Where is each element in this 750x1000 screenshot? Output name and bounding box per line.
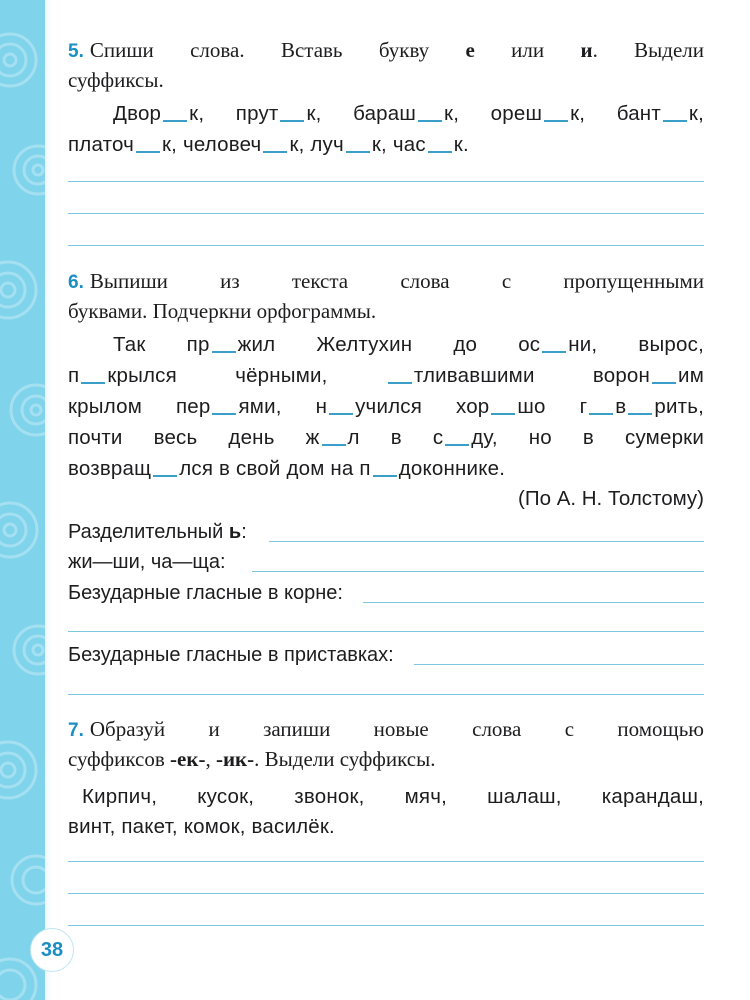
text-fragment: почти весь день ж — [68, 426, 320, 449]
text-fragment: возвращ — [68, 457, 152, 480]
blank — [589, 413, 613, 415]
word-fragment: к. — [453, 133, 469, 156]
ex5-task-line1 — [68, 38, 704, 63]
writing-line[interactable] — [68, 694, 704, 695]
blank — [212, 351, 236, 353]
text-source: (По А. Н. Толстому) — [518, 487, 704, 510]
blank — [136, 151, 160, 153]
unstressed-root-row — [68, 579, 704, 605]
ex6-task-line1 — [68, 269, 704, 294]
label-colon: : — [241, 521, 247, 543]
separator-soft-sign-row — [68, 518, 704, 544]
suffix-ek: -ек- — [170, 747, 206, 771]
blank — [544, 120, 568, 122]
ex6-task-text: Выпиши из текста слова с пропущенными — [89, 269, 704, 293]
answer-line[interactable] — [252, 571, 704, 572]
swirl-pattern — [0, 0, 45, 1000]
ex5-task-text-mid: или — [474, 38, 581, 62]
text-fragment: п — [68, 364, 80, 387]
label-text: Разделительный — [68, 521, 229, 543]
ex5-number: 5. — [68, 41, 84, 62]
ex7-number: 7. — [68, 720, 84, 741]
writing-line — [68, 181, 704, 182]
word-fragment: Двор — [113, 102, 162, 125]
text-fragment: им — [678, 364, 704, 387]
word-fragment: к, бараш — [306, 102, 417, 125]
ex7-task-text-c: . Выдели суффиксы. — [254, 747, 436, 771]
writing-line[interactable] — [68, 861, 704, 862]
writing-line[interactable] — [68, 631, 704, 632]
ex7-task-line1 — [68, 717, 704, 742]
text-fragment: Так пр — [113, 333, 210, 356]
answer-line[interactable] — [363, 602, 704, 603]
ex7-task-text: Образуй и запиши новые слова с помощью — [89, 717, 704, 741]
blank — [542, 351, 566, 353]
blank — [445, 444, 469, 446]
ex7-task-text-b: , — [205, 747, 216, 771]
suffix-ik: -ик- — [215, 747, 255, 771]
blank — [373, 475, 397, 477]
ex5-letter-e: е — [465, 38, 475, 62]
text-fragment: учился хор — [355, 395, 490, 418]
text-fragment: тливавшими ворон — [413, 364, 651, 387]
ex6-number: 6. — [68, 272, 84, 293]
blank — [163, 120, 187, 122]
blank — [388, 382, 412, 384]
zhi-shi-row — [68, 548, 704, 574]
zhi-shi-label: жи—ши, ча—ща: — [68, 551, 226, 573]
blank — [280, 120, 304, 122]
blank — [428, 151, 452, 153]
page-number: 38 — [30, 928, 74, 972]
ex7-task-line2 — [68, 747, 704, 772]
ex5-words-line1 — [113, 102, 704, 126]
blank — [329, 413, 353, 415]
ex6-text-line3 — [68, 395, 704, 419]
word-fragment: к, бант — [570, 102, 661, 125]
soft-sign-letter: ь — [228, 521, 242, 543]
ex6-text-line4 — [68, 426, 704, 450]
writing-line[interactable] — [68, 925, 704, 926]
blank — [491, 413, 515, 415]
word-fragment: к, — [688, 102, 704, 125]
writing-line — [68, 213, 704, 214]
ex6-text-line5 — [68, 457, 704, 481]
unstressed-root-label: Безударные гласные в корне: — [68, 582, 343, 604]
text-fragment: в — [615, 395, 627, 418]
text-fragment: шо г — [517, 395, 588, 418]
text-fragment: жил Желтухин до ос — [237, 333, 541, 356]
separator-label — [68, 521, 247, 544]
ex6-text-line1 — [113, 333, 704, 357]
page-edge-shadow — [45, 0, 52, 1000]
ex6-text-line2 — [68, 364, 704, 388]
text-fragment: крылом пер — [68, 395, 211, 418]
word-fragment: платоч — [68, 133, 135, 156]
ex7-task-text-a: суффиксов — [68, 747, 171, 771]
answer-line[interactable] — [414, 664, 704, 665]
word-fragment: к, ореш — [444, 102, 543, 125]
blank — [153, 475, 177, 477]
ex5-task-text-a: Спиши слова. Вставь букву — [89, 38, 466, 62]
blank — [263, 151, 287, 153]
ex5-task-text-b: . Выдели — [592, 38, 704, 62]
unstressed-prefix-row — [68, 641, 704, 667]
unstressed-prefix-label: Безударные гласные в приставках: — [68, 644, 394, 666]
writing-line — [68, 245, 704, 246]
ex6-task-line2: буквами. Подчеркни орфограммы. — [68, 299, 377, 323]
ex5-words-line2 — [68, 133, 704, 157]
text-fragment: рить, — [654, 395, 705, 418]
blank — [322, 444, 346, 446]
blank — [418, 120, 442, 122]
text-fragment: л в с — [347, 426, 444, 449]
text-fragment: крылся чёрными, — [107, 364, 386, 387]
blank — [81, 382, 105, 384]
writing-line[interactable] — [68, 893, 704, 894]
text-fragment: ни, вырос, — [568, 333, 704, 356]
word-fragment: к, прут — [189, 102, 279, 125]
ex5-letter-i: и — [580, 38, 593, 62]
text-fragment: ду, но в сумерки — [471, 426, 704, 449]
word-fragment: к, луч — [289, 133, 344, 156]
word-fragment: к, час — [371, 133, 426, 156]
text-fragment: доконнике. — [398, 457, 506, 480]
word-fragment: к, человеч — [162, 133, 262, 156]
blank — [652, 382, 676, 384]
text-fragment: ями, н — [238, 395, 328, 418]
ex5-task-line2: суффиксы. — [68, 68, 164, 92]
blank — [663, 120, 687, 122]
ex7-words-line1: Кирпич, кусок, звонок, мяч, шалаш, карандаш, — [82, 785, 704, 808]
blank — [628, 413, 652, 415]
blank — [212, 413, 236, 415]
answer-line[interactable] — [269, 541, 704, 542]
text-fragment: лся в свой дом на п — [179, 457, 371, 480]
decorative-side-band — [0, 0, 45, 1000]
blank — [346, 151, 370, 153]
ex7-words-line2: винт, пакет, комок, василёк. — [68, 815, 335, 838]
